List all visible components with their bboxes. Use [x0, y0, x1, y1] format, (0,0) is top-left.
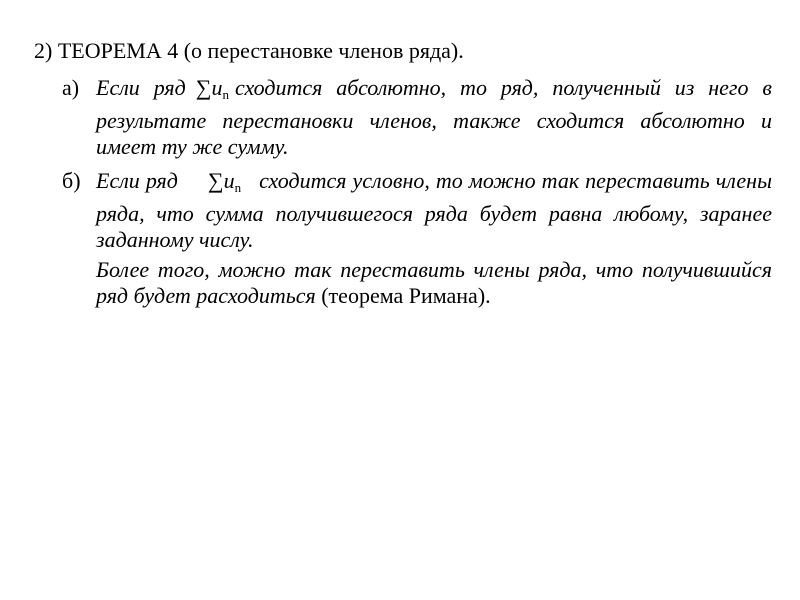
series-sum-formula-b [208, 168, 241, 201]
riemann-paragraph-italic: Более того, можно так переставить члены ряда, что получившийся ряд будет расходиться [96, 257, 772, 308]
sigma-symbol: ∑ [195, 75, 212, 100]
item-b-lead: Если ряд [96, 168, 178, 193]
item-b-rest: сходится условно, то можно так переставить члены ряда, что сумма получившегося ряда будет равна любому, заранее заданному числу. [96, 168, 772, 252]
riemann-paragraph [96, 257, 772, 309]
item-a-lead: Если ряд [96, 75, 186, 100]
series-sum-formula-a [196, 75, 229, 108]
series-index: n [234, 180, 242, 195]
item-a-marker: а) [62, 75, 80, 100]
item-a [62, 75, 772, 160]
item-b-text [96, 168, 772, 309]
riemann-paragraph-plain: (теорема Римана). [315, 283, 491, 308]
theorem-heading: 2) ТЕОРЕМА 4 (о перестановке членов ряда). [34, 38, 464, 63]
sigma-symbol: ∑ [207, 168, 224, 193]
item-a-rest: сходится абсолютно, то ряд, полученный из него в результате перестановки членов, также сходится абсолютно и имеет ту же сумму. [96, 75, 772, 159]
series-index: n [222, 87, 229, 102]
item-b [62, 168, 772, 309]
series-term: u [223, 168, 235, 193]
item-b-marker: б) [62, 168, 81, 193]
series-term: u [211, 75, 223, 100]
item-a-text [96, 75, 772, 160]
